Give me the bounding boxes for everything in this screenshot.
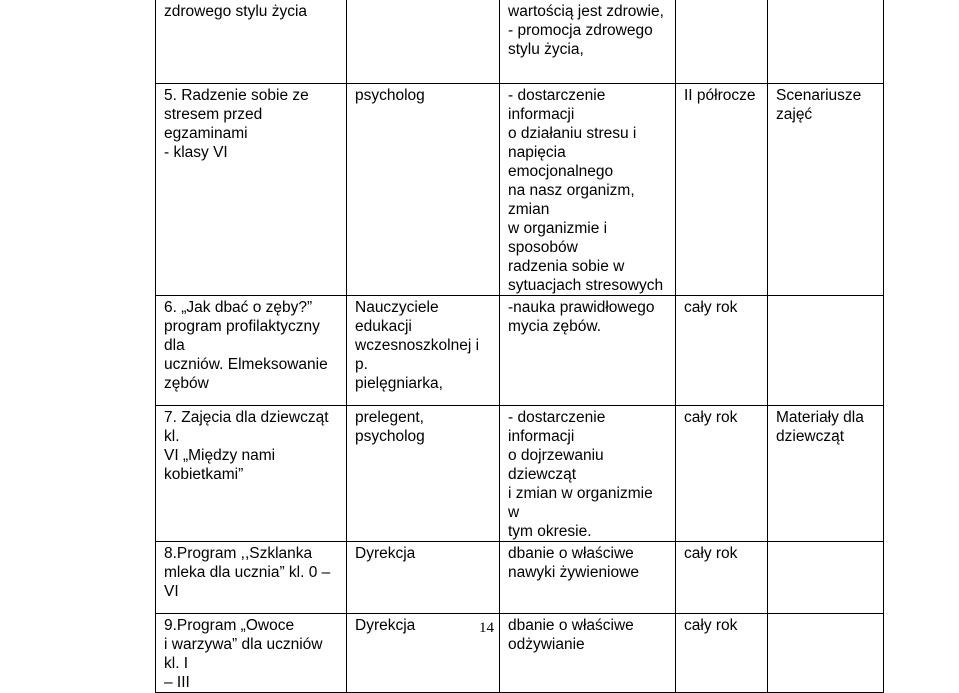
- cell-text: dbanie o właściwe nawyki żywieniowe: [508, 545, 639, 581]
- table-row: [156, 542, 884, 614]
- table-cell: [347, 296, 500, 406]
- table-cell: [156, 0, 347, 84]
- page-number: 14: [479, 620, 494, 636]
- table-cell: [347, 0, 500, 84]
- table-cell: [676, 296, 768, 406]
- table-cell: [500, 0, 676, 84]
- table-cell: [768, 542, 884, 614]
- cell-text: zdrowego stylu życia: [164, 3, 308, 20]
- table-cell: [347, 542, 500, 614]
- table-cell: [500, 406, 676, 542]
- table-cell: [500, 614, 676, 693]
- table-cell: [156, 542, 347, 614]
- table-cell: [676, 84, 768, 296]
- cell-text: cały rok: [684, 299, 738, 316]
- table-row: [156, 296, 884, 406]
- cell-text: Nauczyciele edukacji wczesnoszkolnej i p. pielęgniarka,: [355, 299, 480, 392]
- table-row: [156, 0, 884, 84]
- table-cell: [676, 614, 768, 693]
- cell-text: Dyrekcja: [355, 617, 416, 634]
- cell-text: 9.Program „Owoce i warzywa” dla uczniów kl. I – III: [164, 617, 323, 691]
- table-cell: [156, 296, 347, 406]
- table-cell: [156, 614, 347, 693]
- cell-text: prelegent, psycholog: [355, 409, 425, 445]
- cell-text: 8.Program ,,Szklanka mleka dla ucznia” kl. 0 – VI: [164, 545, 331, 600]
- table-cell: [768, 296, 884, 406]
- cell-text: Scenariusze zajęć: [776, 87, 862, 123]
- cell-text: Dyrekcja: [355, 545, 416, 562]
- table-cell: [347, 406, 500, 542]
- cell-text: -nauka prawidłowego mycia zębów.: [508, 299, 655, 335]
- cell-text: Materiały dla dziewcząt: [776, 409, 864, 445]
- cell-text: II półrocze: [684, 87, 756, 104]
- cell-text: - dostarczenie informacji o dojrzewaniu dziewcząt i zmian w organizmie w tym okresie.: [508, 409, 653, 540]
- cell-text: 5. Radzenie sobie ze stresem przed egzaminami - klasy VI: [164, 87, 309, 161]
- table-cell: [156, 406, 347, 542]
- table-cell: [347, 614, 500, 693]
- table-cell: [768, 84, 884, 296]
- cell-text: wartością jest zdrowie, - promocja zdrowego stylu życia,: [508, 3, 664, 58]
- cell-text: psycholog: [355, 87, 425, 104]
- table-row: [156, 406, 884, 542]
- cell-text: 7. Zajęcia dla dziewcząt kl. VI „Między nami kobietkami”: [164, 409, 329, 483]
- program-table: [155, 0, 884, 693]
- table-cell: [676, 0, 768, 84]
- cell-text: - dostarczenie informacji o działaniu stresu i napięcia emocjonalnego na nasz organizm, zmian w organizmie i sposobów radzenia sobie w sytuacjach stresowych: [508, 87, 664, 294]
- table-cell: [768, 406, 884, 542]
- table-cell: [156, 84, 347, 296]
- table-cell: [500, 542, 676, 614]
- table-row: [156, 84, 884, 296]
- table-cell: [500, 84, 676, 296]
- table-cell: [768, 614, 884, 693]
- cell-text: dbanie o właściwe odżywianie: [508, 617, 634, 653]
- table-cell: [500, 296, 676, 406]
- cell-text: 6. „Jak dbać o zęby?” program profilaktyczny dla uczniów. Elmeksowanie zębów: [164, 299, 328, 392]
- table-cell: [676, 542, 768, 614]
- table-cell: [768, 0, 884, 84]
- table-row: [156, 614, 884, 693]
- cell-text: cały rok: [684, 409, 738, 426]
- table-cell: [347, 84, 500, 296]
- cell-text: cały rok: [684, 545, 738, 562]
- cell-text: cały rok: [684, 617, 738, 634]
- table-cell: [676, 406, 768, 542]
